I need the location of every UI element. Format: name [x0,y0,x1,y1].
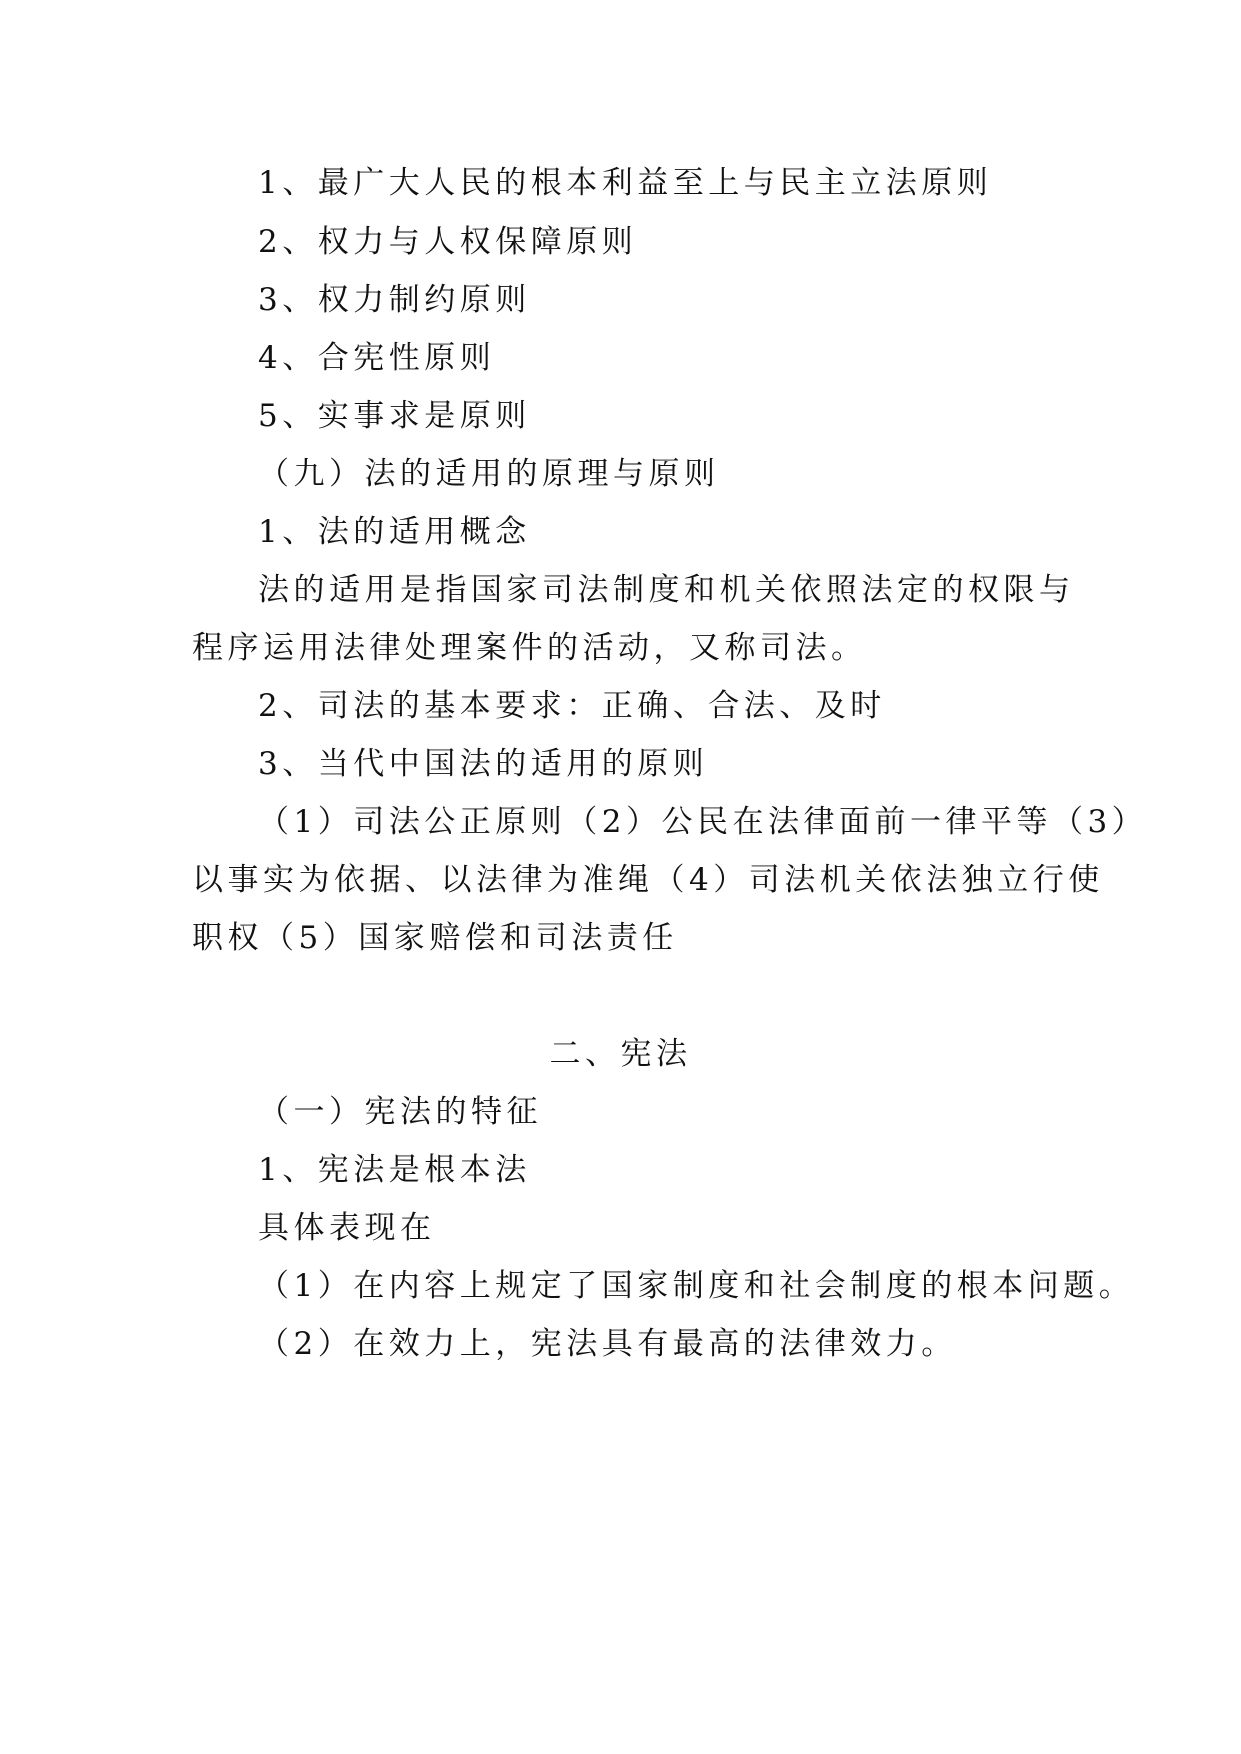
list-item-content: （1）在内容上规定了国家制度和社会制度的根本问题。 [258,1268,1135,1304]
paragraph-principles-line-2: 以事实为依据、以法律为准绳（4）司法机关依法独立行使 [192,862,1104,898]
principle-item-5: 5、实事求是原则 [258,398,531,434]
subheading-concept: 1、法的适用概念 [258,514,531,550]
chapter-title: 二、宪法 [549,1036,692,1072]
paragraph-definition-line-2: 程序运用法律处理案件的活动，又称司法。 [192,630,867,666]
subheading-requirements: 2、司法的基本要求：正确、合法、及时 [258,688,886,724]
subheading-fundamental-law: 1、宪法是根本法 [258,1152,531,1188]
paragraph-principles-line-3: 职权（5）国家赔偿和司法责任 [192,920,678,956]
subheading-principles: 3、当代中国法的适用的原则 [258,746,709,782]
paragraph-manifestation: 具体表现在 [258,1210,436,1246]
section-heading-9: （九）法的适用的原理与原则 [258,456,720,492]
paragraph-principles-line-1: （1）司法公正原则（2）公民在法律面前一律平等（3） [258,804,1148,840]
principle-item-1: 1、最广大人民的根本利益至上与民主立法原则 [258,165,993,201]
paragraph-definition-line-1: 法的适用是指国家司法制度和机关依照法定的权限与 [258,572,1075,608]
principle-item-4: 4、合宪性原则 [258,340,496,376]
section-heading-1: （一）宪法的特征 [258,1094,542,1130]
list-item-effect: （2）在效力上，宪法具有最高的法律效力。 [258,1326,957,1362]
principle-item-2: 2、权力与人权保障原则 [258,224,638,260]
principle-item-3: 3、权力制约原则 [258,282,531,318]
